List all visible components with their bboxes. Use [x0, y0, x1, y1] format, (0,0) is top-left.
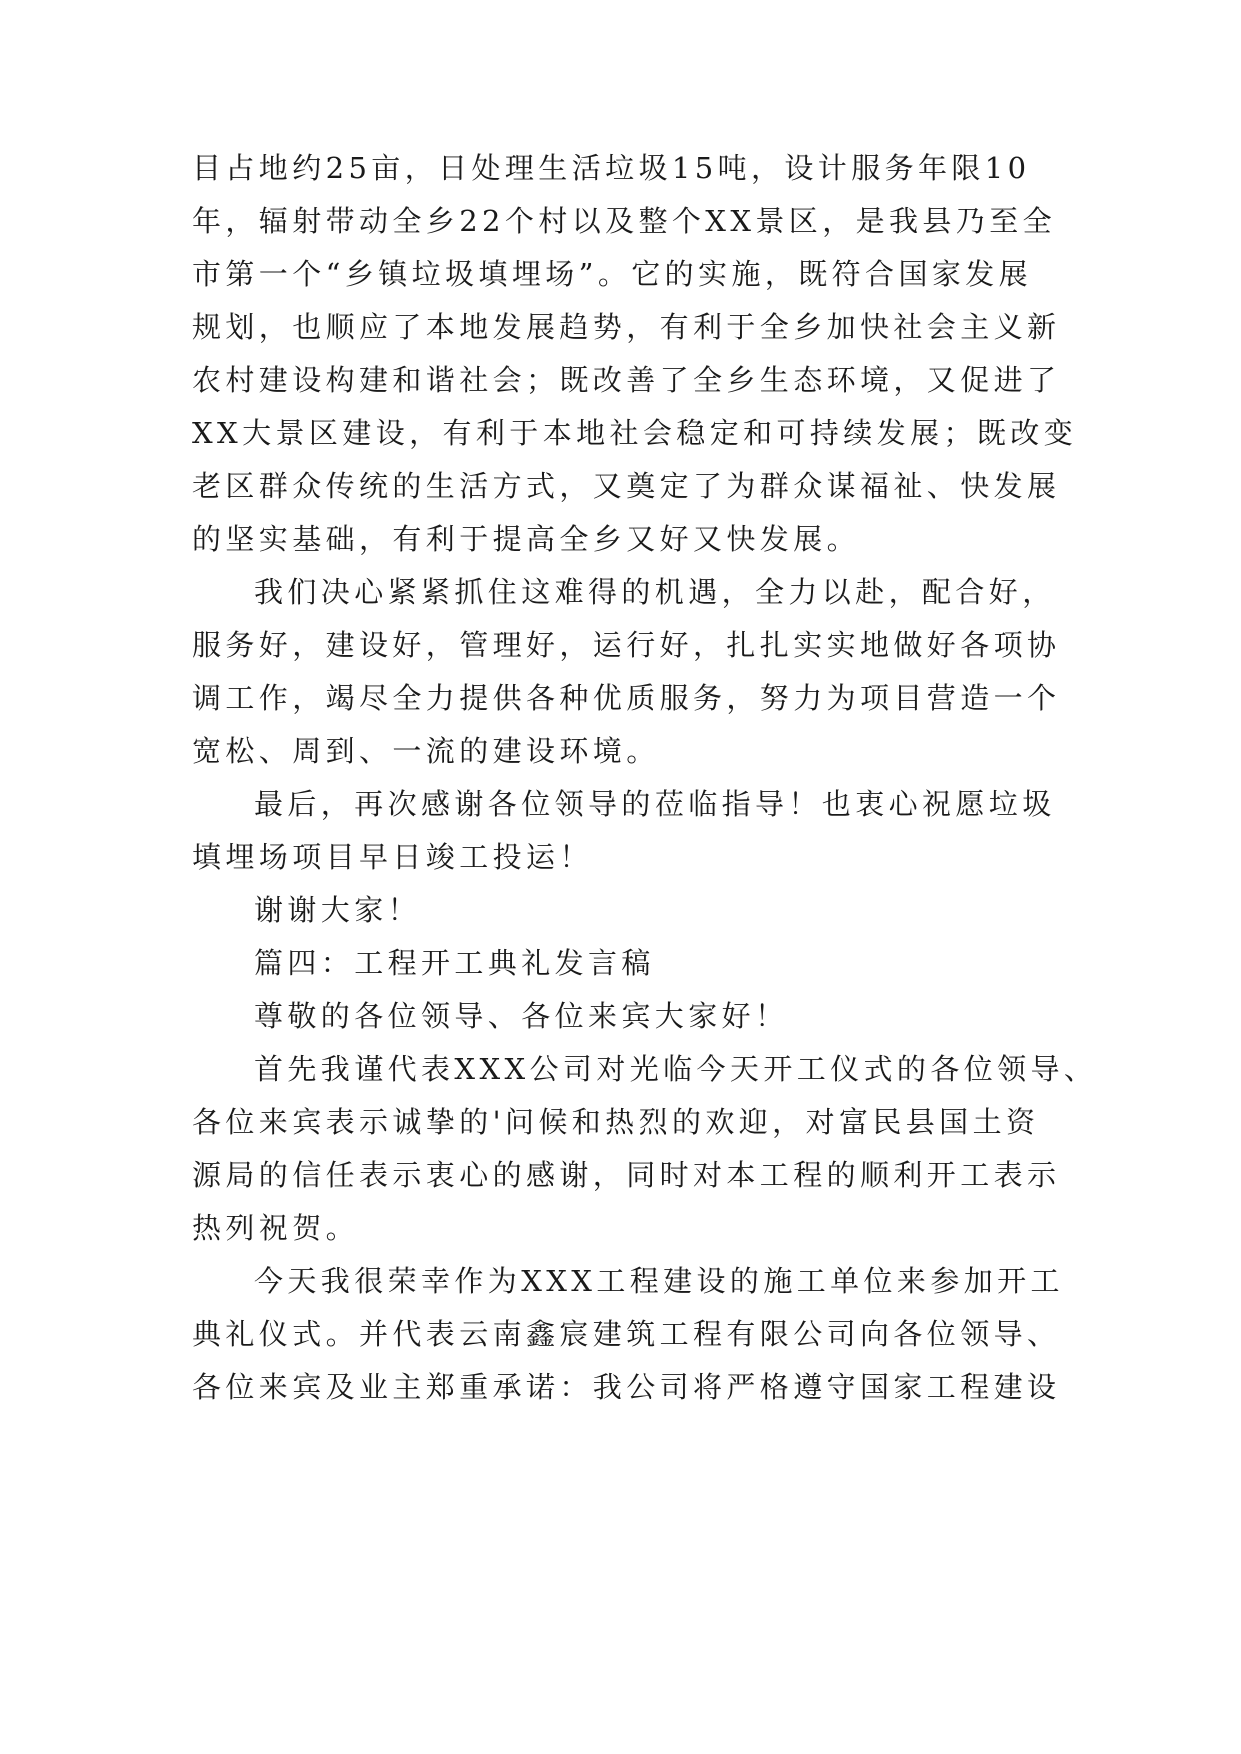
paragraph-1-line-4: 规划，也顺应了本地发展趋势，有利于全乡加快社会主义新 [192, 310, 1061, 344]
paragraph-3-line-2: 填埋场项目早日竣工投运！ [192, 840, 593, 874]
paragraph-8-line-2: 典礼仪式。并代表云南鑫宸建筑工程有限公司向各位领导、 [192, 1317, 1061, 1351]
thanks-line: 谢谢大家！ [254, 893, 422, 927]
paragraph-7-line-3: 源局的信任表示衷心的感谢，同时对本工程的顺利开工表示 [192, 1158, 1061, 1192]
paragraph-2-line-4: 宽松、周到、一流的建设环境。 [192, 734, 660, 768]
paragraph-1-line-6: XX大景区建设，有利于本地社会稳定和可持续发展；既改变 [192, 416, 1078, 450]
paragraph-1-line-2: 年，辐射带动全乡22个村以及整个XX景区，是我县乃至全 [192, 204, 1056, 238]
paragraph-2-line-1: 我们决心紧紧抓住这难得的机遇，全力以赴，配合好， [254, 575, 1056, 609]
paragraph-8-line-3: 各位来宾及业主郑重承诺：我公司将严格遵守国家工程建设 [192, 1370, 1061, 1404]
paragraph-1-line-8: 的坚实基础，有利于提高全乡又好又快发展。 [192, 522, 861, 556]
section-heading: 篇四：工程开工典礼发言稿 [254, 946, 655, 980]
paragraph-3-line-1: 最后，再次感谢各位领导的莅临指导！也衷心祝愿垃圾 [254, 787, 1056, 821]
paragraph-7-line-2: 各位来宾表示诚挚的'问候和热烈的欢迎，对富民县国土资 [192, 1105, 1040, 1139]
paragraph-7-line-1: 首先我谨代表XXX公司对光临今天开工仪式的各位领导、 [254, 1052, 1098, 1086]
paragraph-7-line-4: 热列祝贺。 [192, 1211, 360, 1245]
paragraph-1-line-3: 市第一个“乡镇垃圾填埋场”。它的实施，既符合国家发展 [192, 257, 1033, 291]
paragraph-1-line-1: 目占地约25亩，日处理生活垃圾15吨，设计服务年限10 [192, 151, 1031, 185]
paragraph-1-line-5: 农村建设构建和谐社会；既改善了全乡生态环境，又促进了 [192, 363, 1061, 397]
paragraph-1-line-7: 老区群众传统的生活方式，又奠定了为群众谋福祉、快发展 [192, 469, 1061, 503]
paragraph-8-line-1: 今天我很荣幸作为XXX工程建设的施工单位来参加开工 [254, 1264, 1064, 1298]
paragraph-2-line-3: 调工作，竭尽全力提供各种优质服务，努力为项目营造一个 [192, 681, 1061, 715]
paragraph-2-line-2: 服务好，建设好，管理好，运行好，扎扎实实地做好各项协 [192, 628, 1061, 662]
salutation-line: 尊敬的各位领导、各位来宾大家好！ [254, 999, 789, 1033]
